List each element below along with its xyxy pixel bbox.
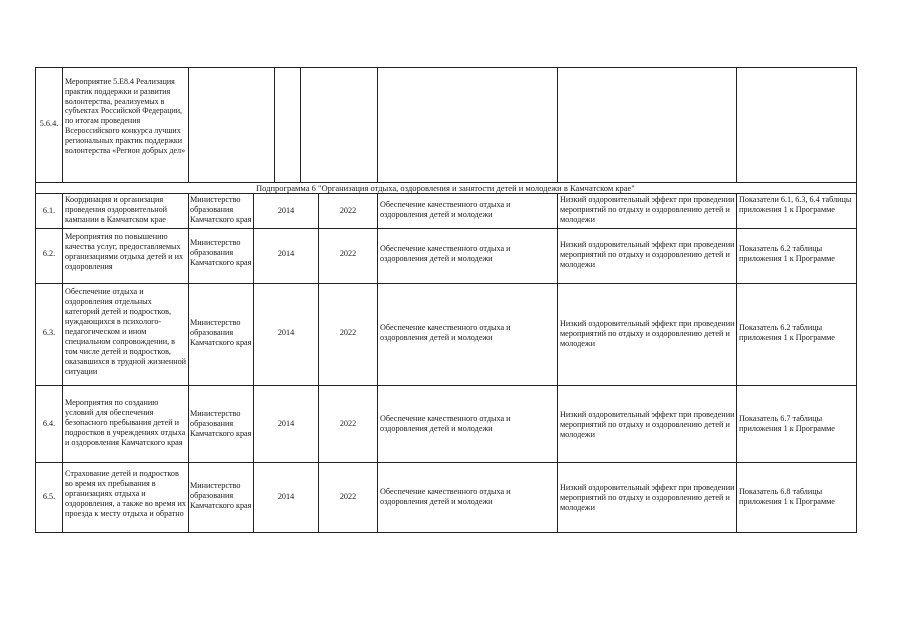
indicator-text: Показатель 6.8 таблицы приложения 1 к Программе: [739, 487, 835, 506]
result-text: Обеспечение качественного отдыха и оздоровления детей и молодежи: [380, 323, 511, 342]
col-divider: [62, 67, 63, 182]
subprogram-title: Подпрограмма 6 "Организация отдыха, оздоровления и занятости детей и молодежи в Камчатском крае": [256, 183, 635, 193]
end-year: 2022: [339, 249, 357, 258]
end-year: 2022: [339, 419, 357, 428]
col-divider: [736, 193, 737, 532]
event-text: Обеспечение отдыха и оздоровления отдельных категорий детей и подростков, нуждающихся в психолого-педагогическом и ином специальном сопровождении, в том числе детей и подростков, оказавшихся в трудной жизненной ситуации: [65, 287, 187, 376]
row-number: 6.4.: [42, 419, 56, 428]
row-divider: [35, 385, 857, 386]
result-text: Обеспечение качественного отдыха и оздоровления детей и молодежи: [380, 200, 511, 219]
row-number: 5.6.4.: [39, 119, 59, 128]
consequence-text: Низкий оздоровительный эффект при проведении мероприятий по отдыху и оздоровлению детей и молодежи: [560, 195, 735, 224]
start-year: 2014: [277, 328, 295, 337]
col-divider: [557, 193, 558, 532]
row-divider: [35, 283, 857, 284]
consequence-text: Низкий оздоровительный эффект при проведении мероприятий по отдыху и оздоровлению детей и молодежи: [560, 319, 735, 348]
event-text: Мероприятие 5.Е8.4 Реализация практик поддержки и развития волонтерства, реализуемых в субъектах Российской Федерации, по итогам проведения Всероссийского конкурса лучших региональных практик поддержки волонтерства «Регион добрых дел»: [65, 77, 186, 155]
row-number: 6.1.: [42, 206, 56, 215]
end-year: 2022: [339, 206, 357, 215]
indicator-text: Показатель 6.7 таблицы приложения 1 к Программе: [739, 414, 835, 433]
start-year: 2014: [277, 249, 295, 258]
result-text: Обеспечение качественного отдыха и оздоровления детей и молодежи: [380, 244, 511, 263]
row-number: 6.5.: [42, 492, 56, 501]
executor-text: Министерство образования Камчатского края: [190, 238, 252, 267]
result-text: Обеспечение качественного отдыха и оздоровления детей и молодежи: [380, 487, 511, 506]
row-number: 6.3.: [42, 328, 56, 337]
col-divider: [188, 193, 189, 532]
event-text: Мероприятия по повышению качества услуг, предоставляемых организациями отдыха детей и их оздоровления: [65, 232, 184, 271]
row-divider: [35, 462, 857, 463]
indicator-text: Показатель 6.2 таблицы приложения 1 к Программе: [739, 244, 835, 263]
start-year: 2014: [277, 492, 295, 501]
col-divider: [736, 67, 737, 182]
end-year: 2022: [339, 492, 357, 501]
consequence-text: Низкий оздоровительный эффект при проведении мероприятий по отдыху и оздоровлению детей и молодежи: [560, 410, 735, 439]
indicator-text: Показатель 6.2 таблицы приложения 1 к Программе: [739, 323, 835, 342]
event-text: Координация и организация проведения оздоровительной кампании в Камчатском крае: [65, 195, 168, 224]
executor-text: Министерство образования Камчатского края: [190, 195, 252, 224]
row-divider: [35, 228, 857, 229]
start-year: 2014: [277, 419, 295, 428]
executor-text: Министерство образования Камчатского края: [190, 409, 252, 438]
col-divider: [318, 193, 319, 532]
result-text: Обеспечение качественного отдыха и оздоровления детей и молодежи: [380, 414, 511, 433]
col-divider: [300, 67, 301, 182]
col-divider: [377, 193, 378, 532]
row-number: 6.2.: [42, 249, 56, 258]
col-divider: [377, 67, 378, 182]
row-divider: [35, 193, 857, 194]
table-border-bottom: [35, 532, 857, 533]
col-divider: [557, 67, 558, 182]
indicator-text: Показатели 6.1, 6.3, 6.4 таблицы приложения 1 к Программе: [739, 195, 852, 214]
event-text: Страхование детей и подростков во время их пребывания в организациях отдыха и оздоровления, а также во время их проезда к месту отдыха и обратно: [65, 469, 186, 518]
executor-text: Министерство образования Камчатского края: [190, 481, 252, 510]
col-divider: [62, 193, 63, 532]
table-border-top: [35, 67, 857, 68]
start-year: 2014: [277, 206, 295, 215]
end-year: 2022: [339, 328, 357, 337]
col-divider: [274, 67, 275, 182]
executor-text: Министерство образования Камчатского края: [190, 318, 252, 347]
event-text: Мероприятия по созданию условий для обеспечения безопасного пребывания детей и подростков в учреждениях отдыха и оздоровления Камчатского края: [65, 398, 186, 447]
consequence-text: Низкий оздоровительный эффект при проведении мероприятий по отдыху и оздоровлению детей и молодежи: [560, 483, 735, 512]
consequence-text: Низкий оздоровительный эффект при проведении мероприятий по отдыху и оздоровлению детей и молодежи: [560, 240, 735, 269]
